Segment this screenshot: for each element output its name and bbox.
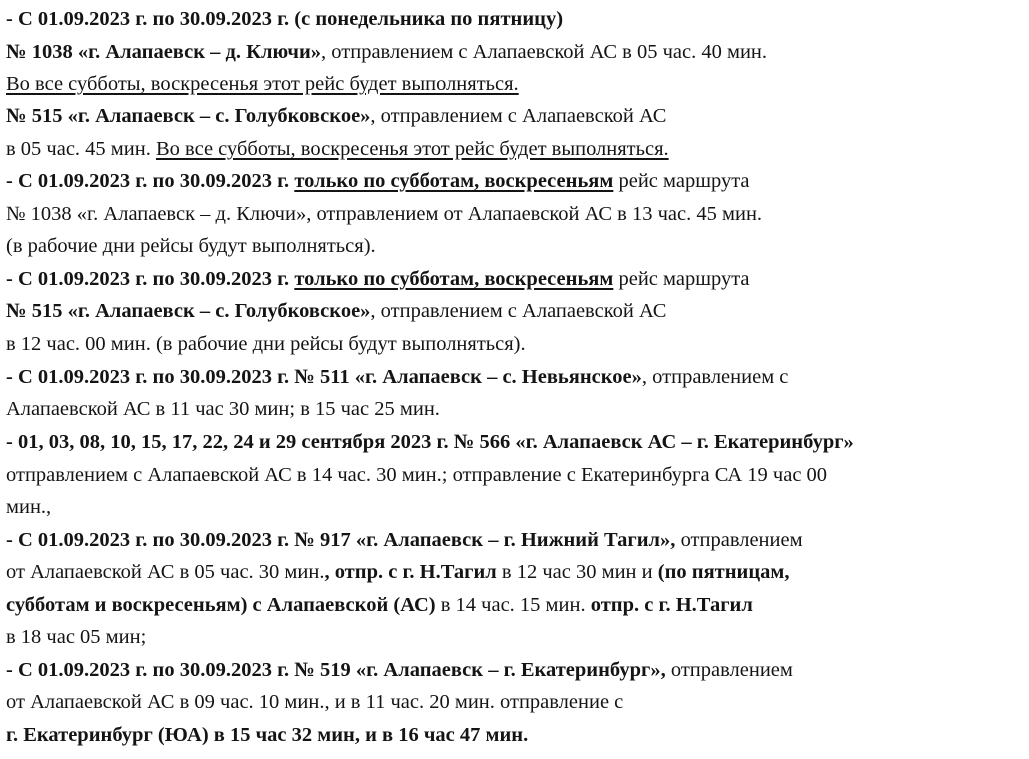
- text-segment: рейс маршрута: [613, 170, 750, 192]
- text-segment: № 1038 «г. Алапаевск – д. Ключи», отправлением от Алапаевской АС в 13 час. 45 мин.: [6, 203, 763, 225]
- text-segment: от Алапаевской АС в 05 час. 30 мин.: [6, 561, 325, 583]
- text-segment: , отправлением с Алапаевской АС: [370, 105, 667, 127]
- line-17: [6, 525, 803, 555]
- text-segment: № 515 «г. Алапаевск – с. Голубковское»: [6, 300, 371, 322]
- text-segment: в 14 час. 15 мин.: [435, 594, 591, 616]
- text-segment: только по субботам, воскресеньям: [294, 268, 614, 290]
- line-16: [6, 492, 51, 522]
- text-segment: - С 01.09.2023 г. по 30.09.2023 г. № 511 «г. Алапаевск – с. Невьянское»: [6, 366, 642, 388]
- text-segment: в 18 час 05 мин;: [6, 626, 147, 648]
- line-1: [6, 4, 563, 34]
- line-18: [6, 557, 790, 587]
- line-2: [6, 37, 767, 67]
- line-10: [6, 296, 666, 326]
- text-segment: г. Екатеринбург (ЮА) в 15 час 32 мин, и в 16 час 47 мин.: [6, 724, 529, 746]
- line-22: [6, 687, 623, 717]
- text-segment: субботам и воскресеньям) с Алапаевской (АС): [6, 594, 436, 616]
- text-segment: отпр. с г. Н.Тагил: [590, 594, 753, 616]
- text-segment: Во все субботы, воскресенья этот рейс будет выполняться.: [6, 73, 519, 95]
- text-segment: - С 01.09.2023 г. по 30.09.2023 г. (с понедельника по пятницу): [6, 8, 564, 30]
- text-segment: мин.,: [6, 496, 52, 518]
- line-9: [6, 264, 750, 294]
- text-segment: , отпр. с г. Н.Тагил: [324, 561, 497, 583]
- line-11: [6, 329, 526, 359]
- text-segment: - С 01.09.2023 г. по 30.09.2023 г. № 519 «г. Алапаевск – г. Екатеринбург»,: [6, 659, 666, 681]
- text-segment: № 515 «г. Алапаевск – с. Голубковское»: [6, 105, 371, 127]
- text-segment: отправлением: [665, 659, 793, 681]
- text-segment: отправлением: [675, 529, 803, 551]
- line-5: [6, 134, 669, 164]
- text-segment: только по субботам, воскресеньям: [294, 170, 614, 192]
- line-20: [6, 622, 146, 652]
- line-15: [6, 460, 827, 490]
- line-4: [6, 101, 666, 131]
- text-segment: в 12 час 30 мин и: [496, 561, 658, 583]
- line-8: [6, 231, 376, 261]
- text-segment: - С 01.09.2023 г. по 30.09.2023 г. № 917 «г. Алапаевск – г. Нижний Тагил»,: [6, 529, 676, 551]
- text-segment: , отправлением с Алапаевской АС в 05 час. 40 мин.: [321, 41, 768, 63]
- text-segment: (по пятницам,: [657, 561, 790, 583]
- text-segment: в 12 час. 00 мин. (в рабочие дни рейсы будут выполняться).: [6, 333, 526, 355]
- line-12: [6, 362, 788, 392]
- text-segment: , отправлением с Алапаевской АС: [370, 300, 667, 322]
- text-segment: от Алапаевской АС в 09 час. 10 мин., и в 11 час. 20 мин. отправление с: [6, 691, 624, 713]
- line-23: [6, 720, 528, 750]
- line-7: [6, 199, 762, 229]
- text-segment: № 1038 «г. Алапаевск – д. Ключи»: [6, 41, 322, 63]
- text-segment: в 05 час. 45 мин.: [6, 138, 156, 160]
- text-segment: , отправлением с: [641, 366, 789, 388]
- text-segment: рейс маршрута: [613, 268, 750, 290]
- text-segment: Алапаевской АС в 11 час 30 мин; в 15 час 25 мин.: [6, 398, 440, 420]
- text-segment: - 01, 03, 08, 10, 15, 17, 22, 24 и 29 сентября 2023 г. № 566 «г. Алапаевск АС – г. Екатеринбург»: [6, 431, 854, 453]
- text-segment: отправлением с Алапаевской АС в 14 час. 30 мин.; отправление с Екатеринбурга СА 19 час 00: [6, 464, 828, 486]
- text-segment: - С 01.09.2023 г. по 30.09.2023 г.: [6, 268, 295, 290]
- line-3: [6, 69, 519, 99]
- line-19: [6, 590, 753, 620]
- line-13: [6, 394, 440, 424]
- text-segment: Во все субботы, воскресенья этот рейс будет выполняться.: [155, 138, 669, 160]
- line-21: [6, 655, 793, 685]
- text-segment: - С 01.09.2023 г. по 30.09.2023 г.: [6, 170, 295, 192]
- text-segment: (в рабочие дни рейсы будут выполняться).: [6, 235, 376, 257]
- line-14: [6, 427, 1029, 457]
- line-6: [6, 166, 750, 196]
